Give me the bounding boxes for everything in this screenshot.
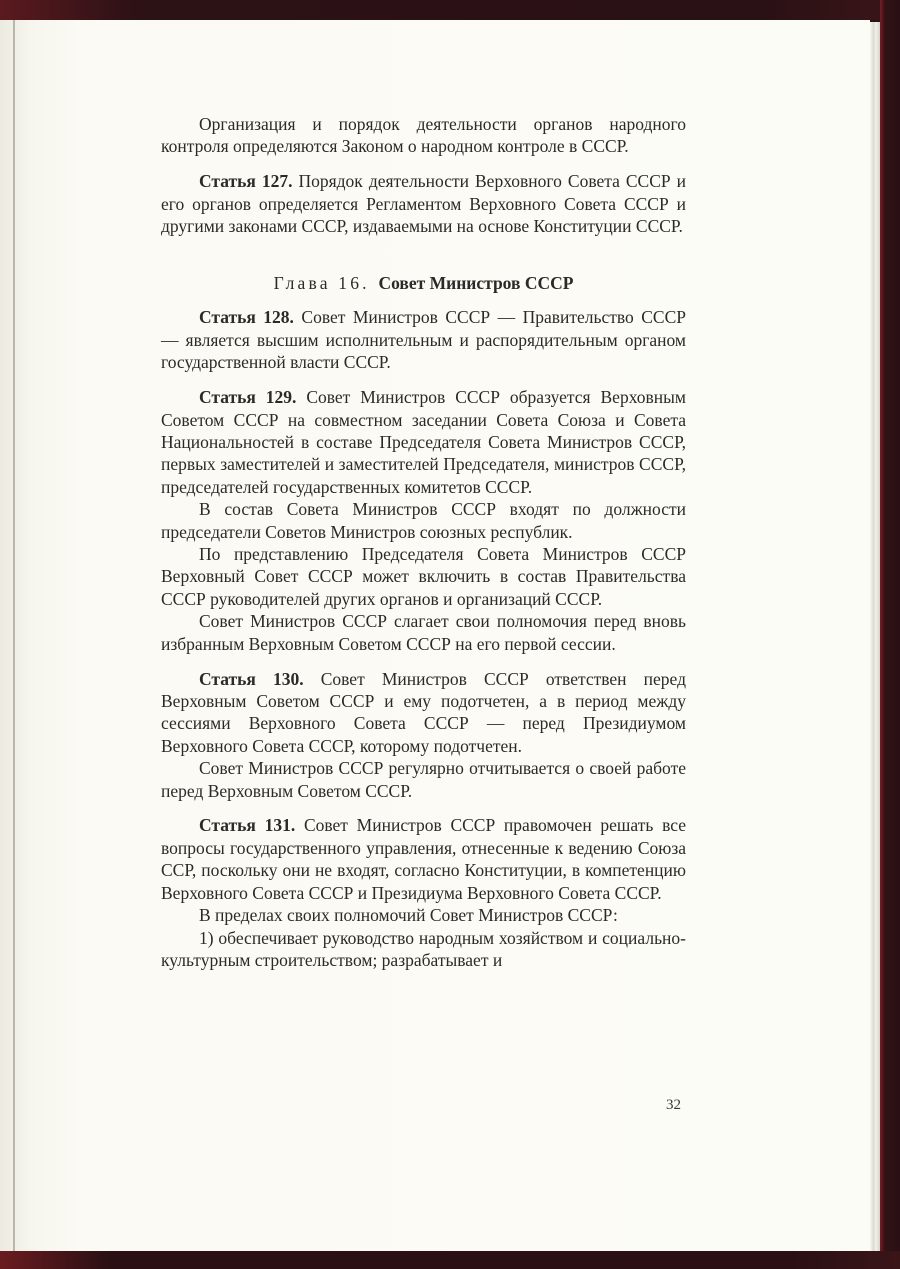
chapter-title: Совет Министров СССР: [378, 272, 574, 293]
article-130-paragraph-2: Совет Министров СССР регулярно отчитывается о своей работе перед Верховным Советом СССР.: [161, 758, 686, 801]
article-130: [161, 668, 686, 758]
article-129-text: Совет Министров СССР образуется Верховным Советом СССР на совместном заседании Совета Союза и Совета Национальностей в составе Председателя Совета Министров СССР, первых заместителей и заместителей Председателя, министров СССР, председателей государственных комитетов СССР.: [161, 387, 686, 497]
article-129-paragraph-2: В состав Совета Министров СССР входят по должности председатели Советов Министров союзных республик.: [161, 499, 686, 542]
article-130-text: Совет Министров СССР ответствен перед Верховным Советом СССР и ему подотчетен, а в период между сессиями Верховного Совета СССР — перед Президиумом Верховного Совета СССР, которому подотчетен.: [161, 668, 686, 756]
page-text: [161, 113, 686, 971]
book-cover-top: [0, 0, 900, 20]
article-129-paragraph-4: Совет Министров СССР слагает свои полномочия перед вновь избранным Верховным Советом СССР на его первой сессии.: [161, 611, 686, 654]
article-131: [161, 814, 686, 904]
article-129-label: Статья 129.: [199, 387, 297, 408]
article-127-label: Статья 127.: [199, 171, 293, 192]
article-128-text: Совет Министров СССР — Правительство СССР — является высшим исполнительным и распорядительным органом государственной власти СССР.: [161, 307, 687, 373]
article-131-text: Совет Министров СССР правомочен решать все вопросы государственного управления, отнесенные к ведению Союза ССР, поскольку они не входят, согласно Конституции, в компетенцию Верховного Совета СССР и Президиума Верховного Совета СССР.: [161, 815, 686, 903]
article-131-label: Статья 131.: [199, 815, 296, 836]
article-128-label: Статья 128.: [199, 307, 294, 328]
article-127-text: Порядок деятельности Верховного Совета СССР и его органов определяется Регламентом Верховного Совета СССР и другими законами СССР, издаваемыми на основе Конституции СССР.: [161, 171, 686, 237]
book-cover-bottom: [0, 1251, 900, 1269]
article-129-paragraph-3: По представлению Председателя Совета Министров СССР Верховный Совет СССР может включить в состав Правительства СССР руководителей других органов и организаций СССР.: [161, 544, 686, 609]
article-128: [161, 306, 686, 373]
article-131-item-1: 1) обеспечивает руководство народным хозяйством и социально-культурным строительством; разрабатывает и: [161, 927, 686, 970]
article-131-paragraph-2: В пределах своих полномочий Совет Министров СССР:: [199, 905, 618, 926]
chapter-heading: [161, 272, 686, 294]
article-129: [161, 386, 686, 498]
gutter-line: [13, 20, 15, 1251]
chapter-number: Глава 16.: [273, 272, 370, 293]
page-number: 32: [666, 1097, 681, 1113]
article-127: [161, 170, 686, 237]
book-cover-right: [880, 0, 900, 1269]
paragraph-people-control: Организация и порядок деятельности органов народного контроля определяются Законом о народном контроле в СССР.: [161, 114, 686, 157]
article-130-label: Статья 130.: [199, 668, 304, 689]
